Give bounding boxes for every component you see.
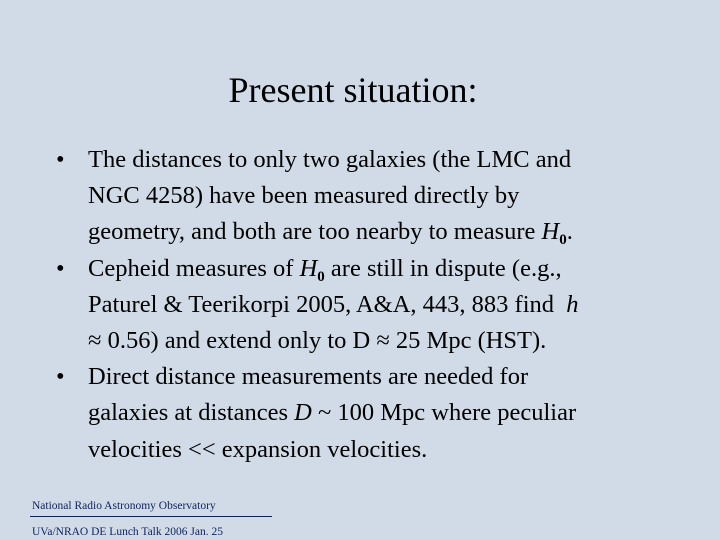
line-text: velocities << expansion velocities. <box>88 435 428 463</box>
line-text: ~ 100 Mpc where peculiar <box>311 399 577 427</box>
bullet-marker: • <box>56 254 65 282</box>
math-variable: H <box>541 218 560 246</box>
bullet-line <box>88 287 696 323</box>
bullet-line <box>88 432 696 468</box>
bullet-line <box>88 178 696 214</box>
bullet-line <box>88 142 696 178</box>
bullet-line <box>88 323 696 359</box>
math-variable: D <box>294 399 312 427</box>
bullet-line <box>88 214 696 250</box>
footer-talk-info: UVa/NRAO DE Lunch Talk 2006 Jan. 25 <box>32 526 223 538</box>
line-text: geometry, and both are too nearby to measure <box>88 218 542 246</box>
line-text: The distances to only two galaxies (the LMC and <box>88 146 572 173</box>
math-subscript: 0 <box>317 268 325 285</box>
line-text: galaxies at distances <box>88 399 295 427</box>
math-variable: h <box>566 290 579 318</box>
bullet-item <box>56 359 696 468</box>
bullet-item <box>56 251 696 360</box>
footer-divider <box>30 516 272 517</box>
bullet-item <box>56 142 696 251</box>
line-text: Direct distance measurements are needed for <box>88 363 529 391</box>
bullet-line <box>88 395 696 431</box>
bullet-list <box>56 142 696 468</box>
math-subscript: 0 <box>559 232 567 249</box>
bullet-marker: • <box>56 146 65 173</box>
bullet-line <box>88 359 696 395</box>
bullet-line <box>88 251 696 287</box>
line-text: Cepheid measures of <box>88 254 300 282</box>
line-text: . <box>566 218 573 246</box>
footer-organization: National Radio Astronomy Observatory <box>32 500 216 512</box>
line-text: ≈ 0.56) and extend only to D ≈ 25 Mpc (HST). <box>88 327 547 355</box>
slide-title: Present situation: <box>228 70 478 110</box>
line-text: Paturel & Teerikorpi 2005, A&A, 443, 883 find <box>88 290 567 318</box>
math-variable: H <box>299 254 318 282</box>
line-text: are still in dispute (e.g., <box>324 254 562 282</box>
line-text: NGC 4258) have been measured directly by <box>88 182 520 210</box>
bullet-marker: • <box>56 363 65 391</box>
